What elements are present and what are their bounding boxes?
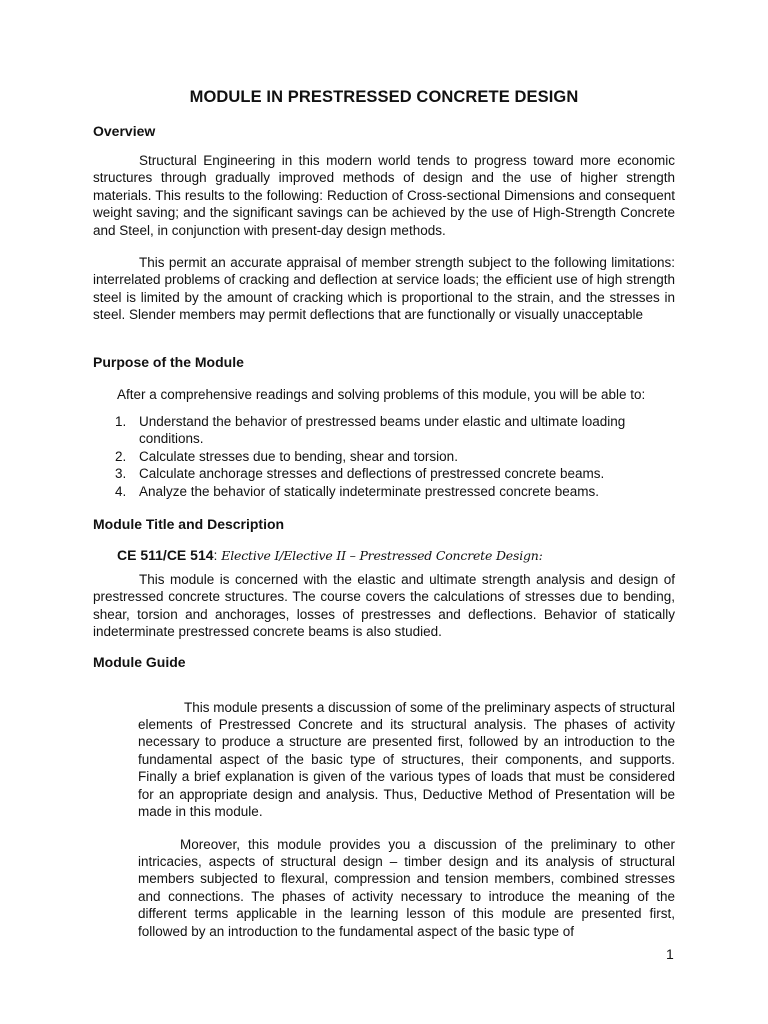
- course-description-text: This module is concerned with the elastic and ultimate strength analysis and design of prestressed concrete structures. The course covers the calculations of stresses due to bending, shear, torsion and anchorages, losses of prestresses and deflections. Behavior of statically indeterminate prestressed concrete beams is also studied.: [93, 572, 675, 640]
- list-item-number: 4.: [115, 483, 127, 499]
- purpose-intro: After a comprehensive readings and solving problems of this module, you will be able to:: [117, 387, 646, 402]
- course-name: Elective I/Elective II – Prestressed Concrete Design:: [221, 548, 543, 563]
- module-guide-paragraph-1-text: This module presents a discussion of some of the preliminary aspects of structural elements of Prestressed Concrete and its structural analysis. The phases of activity necessary to produce a structure are presented first, followed by an introduction to the fundamental aspect of the basic type of structures, their components, and supports. Finally a brief explanation is given of the various types of loads that must be considered for an appropriate design and analysis. Thus, Deductive Method of Presentation will be made in this module.: [138, 699, 675, 819]
- list-item-number: 3.: [115, 466, 127, 482]
- list-item-text: Analyze the behavior of statically indeterminate prestressed concrete beams.: [139, 483, 599, 499]
- overview-paragraph-2-text: This permit an accurate appraisal of member strength subject to the following limitations: interrelated problems of cracking and deflection at service loads; the efficient use of high strength steel is limited by the amount of cracking which is proportional to the strain, and the stresses in steel. Slender members may permit deflections that are functionally or visually unacceptable: [93, 255, 675, 323]
- module-guide-heading: Module Guide: [93, 654, 186, 670]
- course-colon: :: [213, 547, 218, 563]
- overview-paragraph-2: [93, 254, 675, 324]
- course-code: CE 511/CE 514: [117, 547, 214, 563]
- purpose-heading: Purpose of the Module: [93, 354, 244, 370]
- page-number: 1: [666, 946, 674, 962]
- objectives-list: [93, 413, 663, 500]
- overview-paragraph-1-text: Structural Engineering in this modern world tends to progress toward more economic structures through gradually improved methods of design and the use of higher strength materials. This results to the following: Reduction of Cross-sectional Dimensions and consequent weight saving; and the significant savings can be achieved by the use of High-Strength Concrete and Steel, in conjunction with present-day design methods.: [93, 153, 675, 238]
- course-line: [117, 546, 543, 565]
- module-guide-paragraph-2: [138, 822, 675, 953]
- title-description-heading: Module Title and Description: [93, 516, 285, 532]
- module-guide-paragraph-1: [138, 685, 675, 834]
- list-item: [93, 448, 663, 465]
- overview-heading: Overview: [93, 123, 156, 139]
- module-guide-paragraph-2-text: Moreover, this module provides you a discussion of the preliminary to other intricacies, aspects of structural design – timber design and its analysis of structural members subjected to flexural, compression and tension members, combined stresses and connections. The phases of activity necessary to introduce the meaning of the different terms applicable in the learning lesson of this module are presented first, followed by an introduction to the fundamental aspect of the basic type of: [138, 836, 675, 939]
- overview-paragraph-1: [93, 152, 675, 239]
- list-item: [93, 483, 663, 500]
- list-item-text: Understand the behavior of prestressed beams under elastic and ultimate loading conditions.: [139, 414, 626, 447]
- list-item: [93, 413, 663, 448]
- list-item-number: 1.: [115, 414, 127, 429]
- course-description: [93, 571, 675, 641]
- page-title: MODULE IN PRESTRESSED CONCRETE DESIGN: [189, 88, 579, 106]
- list-item: [93, 465, 663, 482]
- list-item-text: Calculate anchorage stresses and deflections of prestressed concrete beams.: [139, 466, 605, 482]
- list-item-text: Calculate stresses due to bending, shear and torsion.: [139, 448, 458, 464]
- list-item-number: 2.: [115, 448, 127, 464]
